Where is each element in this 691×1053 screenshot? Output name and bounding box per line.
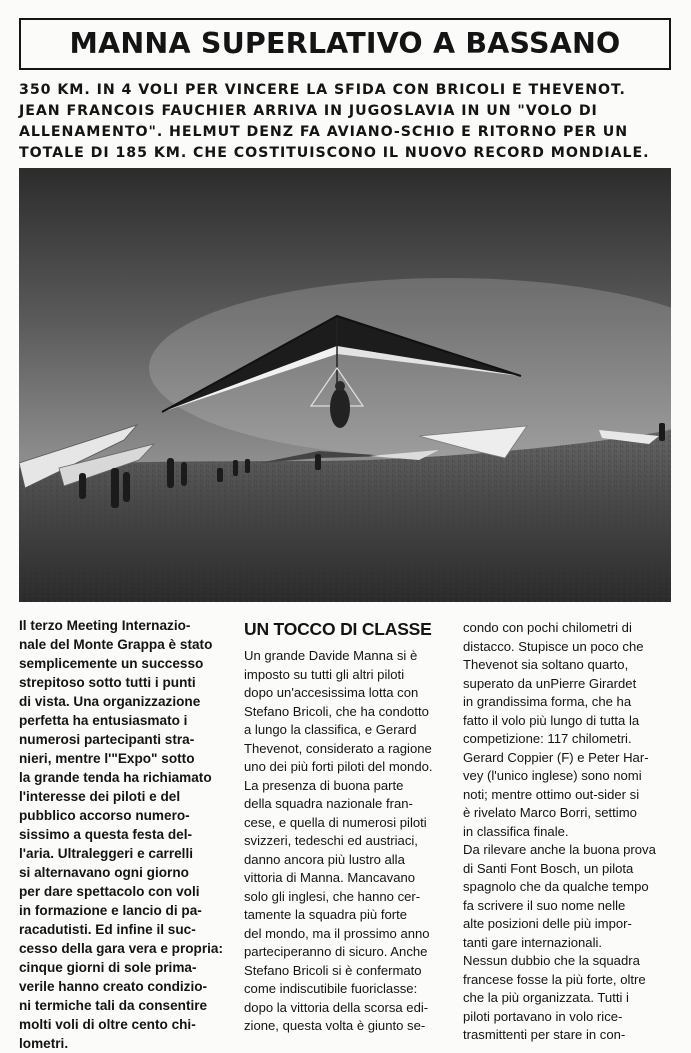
text-line: in classifica finale. (463, 823, 569, 839)
subhead-line: 350 KM. IN 4 VOLI PER VINCERE LA SFIDA CON BRICOLI E THEVENOT. (19, 82, 626, 98)
text-line: semplicemente un successo (19, 656, 204, 671)
headline-box (19, 18, 671, 70)
subhead-line: ALLENAMENTO". HELMUT DENZ FA AVIANO-SCHIO E RITORNO PER UN (19, 124, 629, 140)
text-line: francese fosse la più forte, oltre (463, 971, 646, 987)
text-line: pubblico accorso numero- (19, 808, 190, 823)
text-line: Da rilevare anche la buona prova (463, 842, 656, 857)
text-line: solo gli inglesi, che hanno cer- (244, 888, 421, 904)
text-line: fa scrivere il suo nome nelle (463, 897, 626, 913)
text-line: competizione: 117 chilometri. (463, 731, 632, 746)
text-line: strepitoso sotto tutti i punti (19, 675, 196, 690)
text-line: alte posizioni delle più impor- (463, 916, 632, 931)
text-line: l'aria. Ultraleggeri e carrelli (19, 846, 193, 861)
text-line: che la più organizzata. Tutti i (463, 990, 629, 1005)
text-line: danno ancora più lustro alla (244, 851, 405, 867)
text-line: di vista. Una organizzazione (19, 694, 201, 709)
text-line: la grande tenda ha richiamato (19, 770, 212, 785)
text-line: cese, e quella di numerosi piloti (244, 814, 427, 830)
text-line: a lungo la classifica, e Gerard (244, 722, 417, 737)
text-line: racadutisti. Ed infine il suc- (19, 922, 196, 937)
subhead-line: JEAN FRANCOIS FAUCHIER ARRIVA IN JUGOSLAVIA IN UN "VOLO DI (19, 103, 598, 119)
text-line: parteciperanno di sicuro. Anche (244, 944, 428, 959)
text-line: vittoria di Manna. Mancavano (244, 870, 416, 885)
text-line: Thevenot, considerato a ragione (244, 740, 432, 756)
text-line: dopo la vittoria della scorsa edi- (244, 999, 429, 1015)
text-line: Stefano Bricoli si è confermato (244, 962, 422, 978)
article-column-1 (19, 616, 234, 1053)
text-line: si alternavano ogni giorno (19, 865, 189, 880)
text-line: cinque giorni di sole prima- (19, 960, 197, 975)
text-line: per dare spettacolo con voli (19, 884, 200, 899)
subheadline (19, 80, 679, 164)
text-line: piloti portavano in volo rice- (463, 1008, 623, 1024)
text-line: perfetta ha entusiasmato i (19, 713, 188, 728)
text-line: trasmittenti per stare in con- (463, 1027, 626, 1042)
article-column-2 (244, 647, 454, 1036)
text-line: vey (l'unico inglese) sono nomi (463, 768, 642, 783)
text-line: verile hanno creato condizio- (19, 979, 208, 994)
subhead-line: TOTALE DI 185 KM. CHE COSTITUISCONO IL NUOVO RECORD MONDIALE. (19, 145, 650, 161)
text-line: sissimo a questa festa del- (19, 827, 193, 842)
text-line: Gerard Coppier (F) e Peter Har- (463, 749, 649, 765)
text-line: superato da unPierre Girardet (463, 675, 637, 691)
text-line: tanti gare internazionali. (463, 934, 603, 950)
text-line: fatto il volo più lungo di tutta la (463, 712, 640, 728)
text-line: uno dei più forti piloti del mondo. (244, 759, 433, 774)
text-line: imposto su tutti gli altri piloti (244, 666, 405, 682)
text-line: in formazione e lancio di pa- (19, 903, 202, 918)
text-line: di Santi Font Bosch, un pilota (463, 860, 634, 876)
text-line: Nessun dubbio che la squadra (463, 953, 640, 968)
hang-glider-photo (19, 168, 671, 602)
text-line: Un grande Davide Manna si è (244, 648, 418, 663)
text-line: noti; mentre ottimo out-sider si (463, 786, 640, 802)
text-line: condo con pochi chilometri di (463, 620, 632, 635)
text-line: Thevenot sia soltano quarto, (463, 657, 629, 672)
text-line: Il terzo Meeting Internazio- (19, 618, 191, 633)
text-line: cesso della gara vera e propria: (19, 941, 224, 956)
text-line: del mondo, ma il prossimo anno (244, 925, 430, 941)
text-line: in grandissima forma, che ha (463, 694, 632, 709)
text-line: numerosi partecipanti stra- (19, 732, 195, 747)
text-line: come indiscutibile fuoriclasse: (244, 981, 418, 996)
text-line: spagnolo che da qualche tempo (463, 879, 649, 894)
text-line: nale del Monte Grappa è stato (19, 637, 213, 652)
text-line: tamente la squadra più forte (244, 907, 408, 922)
text-line: La presenza di buona parte (244, 777, 404, 793)
article-column-3 (463, 619, 679, 1045)
text-line: ni termiche tali da consentire (19, 998, 208, 1013)
headline: MANNA SUPERLATIVO A BASSANO (69, 26, 621, 60)
text-line: lometri. (19, 1036, 69, 1051)
text-line: Stefano Bricoli, che ha condotto (244, 703, 429, 719)
text-line: è rivelato Marco Borri, settimo (463, 805, 637, 820)
text-line: svizzeri, tedeschi ed austriaci, (244, 833, 418, 848)
text-line: molti voli di oltre cento chi- (19, 1017, 196, 1032)
text-line: nieri, mentre l'"Expo" sotto (19, 751, 195, 766)
text-line: distacco. Stupisce un poco che (463, 638, 644, 654)
text-line: dopo un'accesissima lotta con (244, 685, 419, 700)
section-title: UN TOCCO DI CLASSE (244, 619, 432, 639)
text-line: l'interesse dei piloti e del (19, 789, 181, 804)
text-line: zione, questa volta è giunto se- (244, 1018, 426, 1033)
text-line: della squadra nazionale fran- (244, 796, 413, 811)
